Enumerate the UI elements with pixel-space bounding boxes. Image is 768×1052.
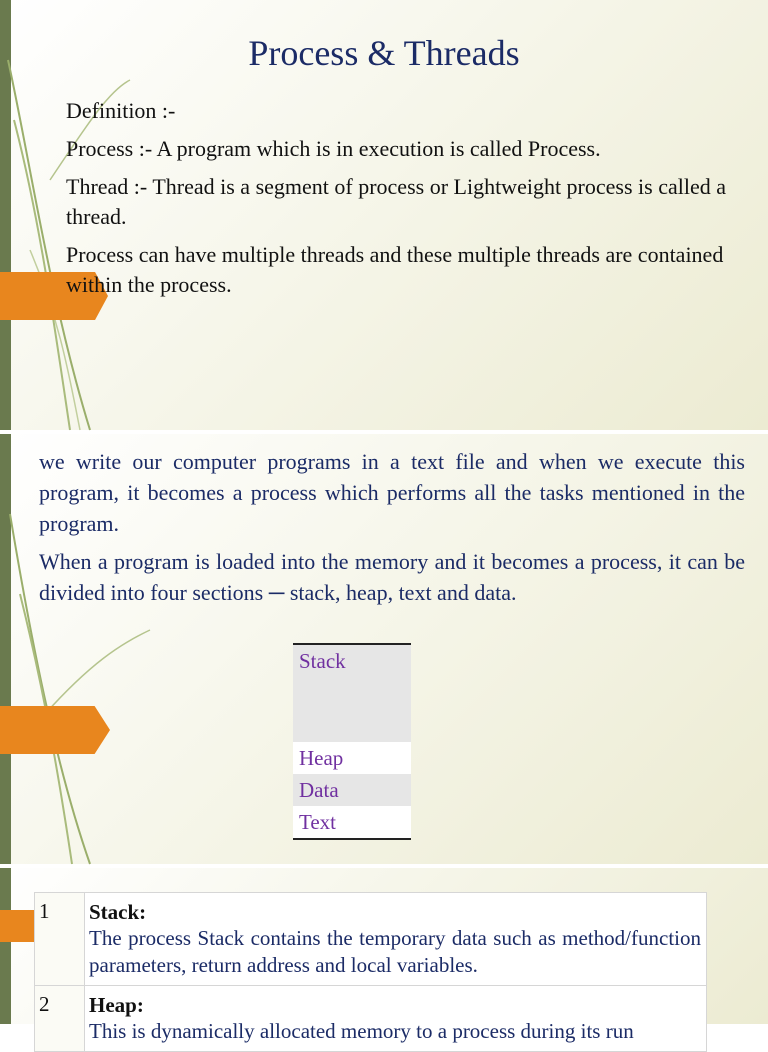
slide-body (66, 96, 736, 308)
definition-heading: Definition :- (66, 98, 176, 123)
table-row (35, 986, 707, 1052)
slide-memory-sections (0, 868, 768, 1043)
row-number: 2 (35, 986, 85, 1052)
slide-title: Process & Threads (248, 33, 520, 73)
memory-data: Data (293, 774, 411, 806)
section-description: This is dynamically allocated memory to a process during its run (89, 1019, 634, 1043)
multithread-text: Process can have multiple threads and these multiple threads are contained within the process. (66, 242, 724, 297)
thread-definition: Thread :- Thread is a segment of process or Lightweight process is called a thread. (66, 174, 726, 229)
memory-paragraph: When a program is loaded into the memory and it becomes a process, it can be divided into four sections ─ stack, heap, text and data. (39, 549, 745, 605)
row-number: 1 (35, 893, 85, 986)
section-description: The process Stack contains the temporary data such as method/function parameters, return address and local variables. (89, 926, 701, 977)
row-content (85, 986, 707, 1052)
section-label: Stack: (89, 900, 147, 924)
section-label: Heap: (89, 993, 144, 1017)
row-content (85, 893, 707, 986)
left-bar (0, 868, 11, 1024)
slide-process-memory (0, 434, 768, 864)
memory-stack: Stack (293, 645, 411, 742)
slide-body (39, 446, 745, 615)
process-definition: Process :- A program which is in execution is called Process. (66, 136, 601, 161)
table-row (35, 893, 707, 986)
memory-layout-table (293, 643, 411, 840)
memory-heap: Heap (293, 742, 411, 774)
orange-tab (0, 706, 110, 754)
program-paragraph: we write our computer programs in a text file and when we execute this program, it becomes a process which performs all the tasks mentioned in the program. (39, 449, 745, 536)
slide-process-threads (0, 0, 768, 430)
left-bar (0, 434, 11, 864)
memory-text: Text (293, 806, 411, 838)
sections-table (34, 892, 707, 1052)
